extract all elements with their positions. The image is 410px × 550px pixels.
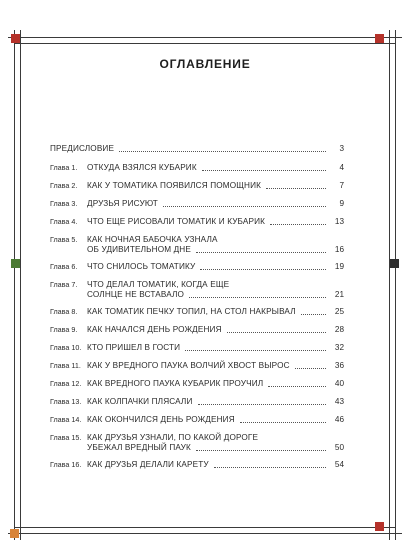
chapter-number: Глава 13.: [50, 397, 82, 406]
chapter-title-line: ЧТО ЕЩЕ РИСОВАЛИ ТОМАТИК И КУБАРИК: [87, 217, 266, 226]
chapter-number: Глава 16.: [50, 460, 82, 469]
chapter-title-line: КАК КОЛПАЧКИ ПЛЯСАЛИ: [87, 397, 193, 406]
chapter-number: Глава 14.: [50, 415, 82, 424]
chapter-title: [87, 460, 317, 470]
toc-entry[interactable]: [50, 262, 344, 272]
chapter-title: [87, 379, 317, 389]
toc-entry[interactable]: [50, 163, 344, 173]
page-number: 54: [334, 460, 344, 469]
chapter-title: [87, 325, 317, 335]
page-number: 19: [334, 262, 344, 271]
chapter-title: [87, 163, 317, 173]
side-square-right: [390, 259, 399, 268]
chapter-title: [50, 144, 280, 154]
frame-line-left-inner: [20, 30, 21, 540]
dot-leader: [270, 223, 326, 225]
chapter-title-line: КАК НАЧАЛСЯ ДЕНЬ РОЖДЕНИЯ: [87, 325, 222, 334]
chapter-title: [87, 415, 317, 425]
page-number: 16: [334, 245, 344, 254]
chapter-title: [87, 361, 317, 371]
chapter-title: [87, 343, 317, 353]
chapter-number: Глава 8.: [50, 307, 78, 316]
dot-leader: [214, 466, 326, 468]
chapter-title-line: КАК У ТОМАТИКА ПОЯВИЛСЯ ПОМОЩНИК: [87, 181, 262, 190]
page-number: 46: [334, 415, 344, 424]
chapter-title-line: КАК ТОМАТИК ПЕЧКУ ТОПИЛ, НА СТОЛ НАКРЫВАЛ: [87, 307, 296, 316]
chapter-title-line: ПРЕДИСЛОВИЕ: [50, 144, 115, 153]
chapter-number: Глава 3.: [50, 199, 78, 208]
dot-leader: [202, 169, 326, 171]
page-number: 40: [334, 379, 344, 388]
frame-line-right-inner: [395, 30, 396, 540]
frame-line-bottom: [8, 533, 402, 534]
dot-leader: [198, 403, 327, 405]
frame-line-right: [389, 30, 390, 540]
toc-entry[interactable]: [50, 361, 344, 371]
toc-entry[interactable]: [50, 379, 344, 389]
chapter-number: Глава 5.: [50, 235, 78, 244]
toc-entry[interactable]: [50, 199, 344, 209]
frame-line-top: [8, 37, 402, 38]
dot-leader: [268, 385, 326, 387]
dot-leader: [240, 421, 326, 423]
toc-entry[interactable]: [50, 415, 344, 425]
chapter-title-line: ОБ УДИВИТЕЛЬНОМ ДНЕ: [87, 245, 191, 254]
chapter-title-line: ЧТО ДЕЛАЛ ТОМАТИК, КОГДА ЕЩЕ: [87, 280, 230, 289]
chapter-title-line: КАК ДРУЗЬЯ УЗНАЛИ, ПО КАКОЙ ДОРОГЕ: [87, 433, 259, 442]
dot-leader: [200, 268, 326, 270]
chapter-number: Глава 12.: [50, 379, 82, 388]
toc-entry[interactable]: [50, 235, 344, 255]
page-number: 3: [339, 144, 344, 153]
corner-square-top-left: [11, 34, 20, 43]
page-number: 25: [334, 307, 344, 316]
page-number: 50: [334, 443, 344, 452]
corner-square-bottom-right: [375, 522, 384, 531]
corner-square-top-right: [375, 34, 384, 43]
chapter-title: [87, 181, 317, 191]
toc-entry[interactable]: [50, 217, 344, 227]
toc-entry[interactable]: [50, 307, 344, 317]
chapter-number: Глава 10.: [50, 343, 82, 352]
chapter-title-line: ОТКУДА ВЗЯЛСЯ КУБАРИК: [87, 163, 197, 172]
chapter-title-line: КАК ОКОНЧИЛСЯ ДЕНЬ РОЖДЕНИЯ: [87, 415, 235, 424]
toc-entry[interactable]: [50, 433, 344, 453]
chapter-title-line: КАК У ВРЕДНОГО ПАУКА ВОЛЧИЙ ХВОСТ ВЫРОС: [87, 361, 290, 370]
chapter-number: Глава 9.: [50, 325, 78, 334]
chapter-title-line: КАК ВРЕДНОГО ПАУКА КУБАРИК ПРОУЧИЛ: [87, 379, 264, 388]
dot-leader: [119, 150, 326, 152]
page-title: ОГЛАВЛЕНИЕ: [159, 57, 251, 71]
corner-square-bottom-left: [10, 529, 19, 538]
toc-entry[interactable]: [50, 144, 344, 154]
toc-entry[interactable]: [50, 343, 344, 353]
chapter-title-line: КАК ДРУЗЬЯ ДЕЛАЛИ КАРЕТУ: [87, 460, 209, 469]
dot-leader: [185, 349, 326, 351]
dot-leader: [196, 449, 326, 451]
chapter-title-line: СОЛНЦЕ НЕ ВСТАВАЛО: [87, 290, 185, 299]
toc-entry[interactable]: [50, 397, 344, 407]
page-number: 36: [334, 361, 344, 370]
page-number: 4: [339, 163, 344, 172]
frame-line-bottom-inner: [14, 527, 396, 528]
dot-leader: [189, 296, 326, 298]
page-number: 28: [334, 325, 344, 334]
page-number: 9: [339, 199, 344, 208]
chapter-number: Глава 6.: [50, 262, 78, 271]
chapter-title: [87, 307, 317, 317]
page-number: 32: [334, 343, 344, 352]
chapter-title: [87, 262, 317, 272]
chapter-number: Глава 1.: [50, 163, 78, 172]
dot-leader: [295, 367, 326, 369]
dot-leader: [301, 313, 326, 315]
chapter-title-line: ЧТО СНИЛОСЬ ТОМАТИКУ: [87, 262, 196, 271]
page-number: 21: [334, 290, 344, 299]
chapter-title: [87, 199, 317, 209]
side-square-left: [11, 259, 20, 268]
dot-leader: [196, 251, 326, 253]
page-number: 13: [334, 217, 344, 226]
chapter-number: Глава 11.: [50, 361, 81, 370]
dot-leader: [266, 187, 326, 189]
chapter-title-line: КАК НОЧНАЯ БАБОЧКА УЗНАЛА: [87, 235, 218, 244]
toc-entry[interactable]: [50, 280, 344, 300]
frame-line-left: [14, 30, 15, 540]
chapter-title-line: ДРУЗЬЯ РИСУЮТ: [87, 199, 158, 208]
chapter-title: [87, 397, 317, 407]
chapter-title: [87, 217, 317, 227]
chapter-number: Глава 4.: [50, 217, 78, 226]
chapter-number: Глава 7.: [50, 280, 78, 289]
chapter-title-line: КТО ПРИШЕЛ В ГОСТИ: [87, 343, 181, 352]
toc-entry[interactable]: [50, 460, 344, 470]
chapter-number: Глава 2.: [50, 181, 78, 190]
page-number: 43: [334, 397, 344, 406]
toc-entry[interactable]: [50, 181, 344, 191]
page-number: 7: [339, 181, 344, 190]
dot-leader: [163, 205, 326, 207]
dot-leader: [227, 331, 326, 333]
chapter-title-line: УБЕЖАЛ ВРЕДНЫЙ ПАУК: [87, 443, 191, 452]
toc-entry[interactable]: [50, 325, 344, 335]
frame-line-top-inner: [14, 43, 396, 44]
chapter-number: Глава 15.: [50, 433, 82, 442]
